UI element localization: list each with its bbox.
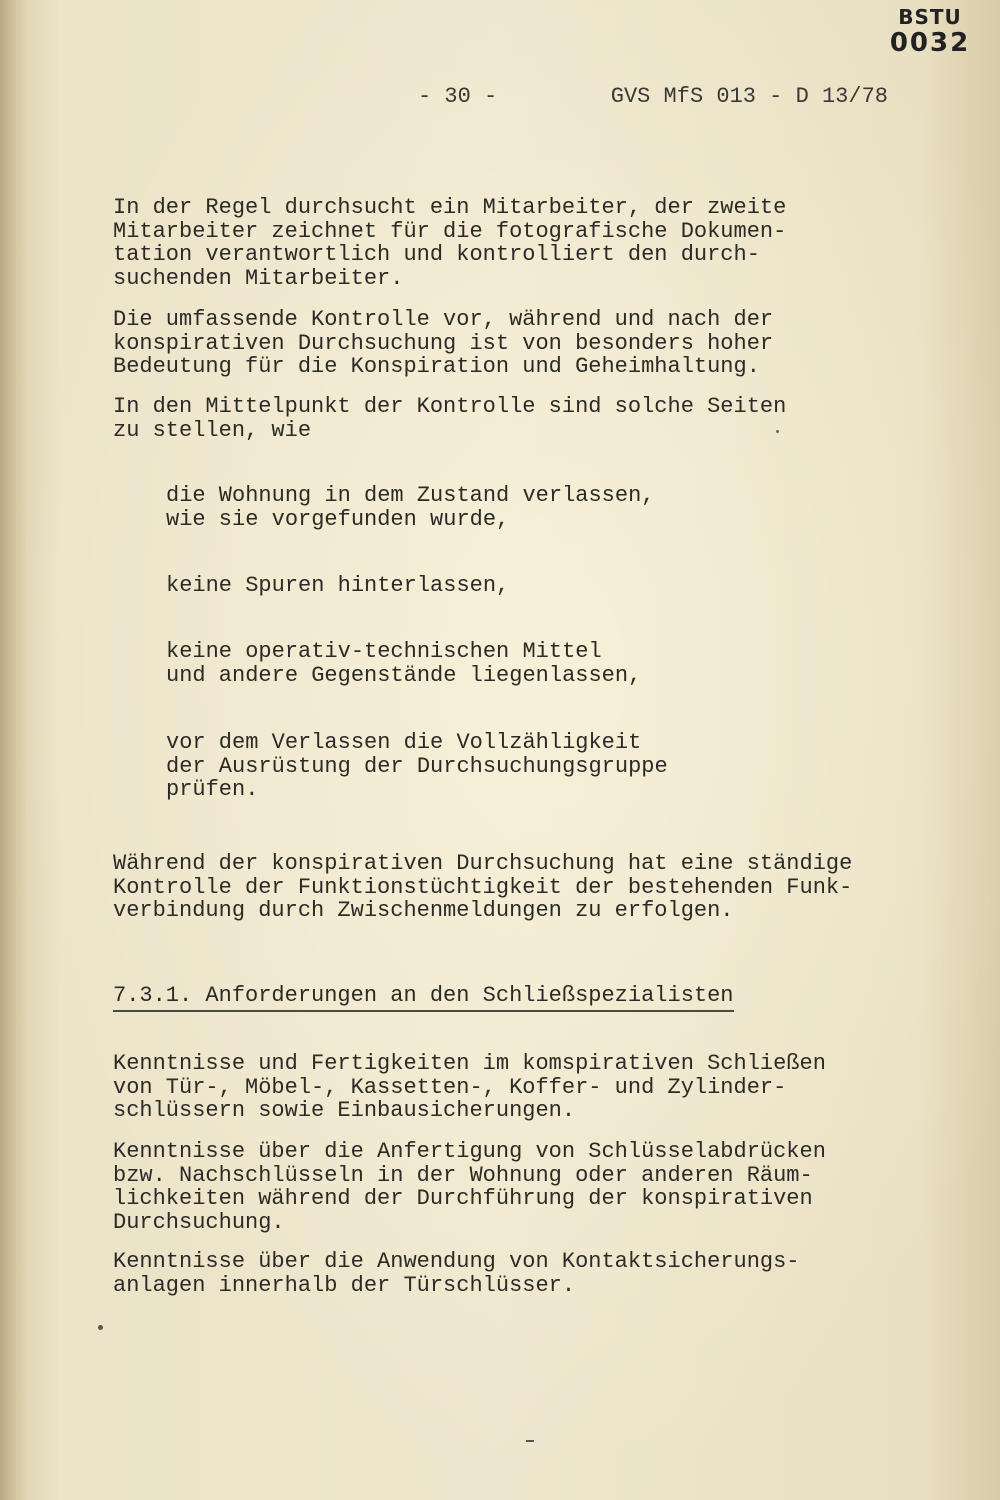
- list-item: [166, 640, 936, 687]
- text-line: prüfen.: [166, 777, 259, 802]
- text-line: schlüssern sowie Einbausicherungen.: [113, 1098, 576, 1123]
- section-paragraph-2: [113, 1140, 883, 1234]
- text-line: vor dem Verlassen die Vollzähligkeit: [166, 730, 642, 755]
- text-line: anlagen innerhalb der Türschlüsser.: [113, 1272, 576, 1298]
- archive-stamp: [880, 6, 980, 58]
- text-line: Kenntnisse und Fertigkeiten im komspirativen Schließen: [113, 1051, 826, 1076]
- text-line: die Wohnung in dem Zustand verlassen,: [166, 483, 655, 508]
- section-heading: 7.3.1. Anforderungen an den Schließspezialisten: [113, 984, 734, 1012]
- paragraph-1: [113, 196, 883, 290]
- text-line: wie sie vorgefunden wurde,: [166, 506, 510, 532]
- text-line: bzw. Nachschlüsseln in der Wohnung oder anderen Räum-: [113, 1162, 813, 1188]
- text-line: Kenntnisse über die Anfertigung von Schlüsselabdrücken: [113, 1139, 826, 1164]
- text-line: In den Mittelpunkt der Kontrolle sind solche Seiten: [113, 394, 787, 419]
- document-reference: GVS MfS 013 - D 13/78: [610, 84, 888, 109]
- page-header: [418, 84, 888, 109]
- text-line: Die umfassende Kontrolle vor, während und nach der: [113, 307, 774, 332]
- section-paragraph-3: [113, 1250, 883, 1297]
- text-line: Mitarbeiter zeichnet für die fotografische Dokumen-: [113, 218, 787, 244]
- text-line: keine Spuren hinterlassen,: [166, 573, 510, 598]
- stamp-line-2: 0032: [889, 28, 971, 58]
- page-binding-shadow: [0, 0, 28, 1500]
- margin-mark: [98, 1325, 103, 1330]
- stamp-line-1: BSTU: [898, 5, 962, 29]
- list-item: [166, 574, 936, 598]
- text-line: Während der konspirativen Durchsuchung hat eine ständige: [113, 851, 853, 876]
- text-line: der Ausrüstung der Durchsuchungsgruppe: [166, 753, 668, 779]
- paragraph-2: [113, 308, 883, 379]
- text-line: Durchsuchung.: [113, 1209, 285, 1235]
- list-item: [166, 731, 936, 802]
- text-line: von Tür-, Möbel-, Kassetten-, Koffer- und Zylinder-: [113, 1074, 787, 1100]
- text-line: Kontrolle der Funktionstüchtigkeit der bestehenden Funk-: [113, 874, 853, 900]
- text-line: und andere Gegenstände liegenlassen,: [166, 662, 642, 688]
- text-line: tation verantwortlich und kontrolliert den durch-: [113, 242, 760, 267]
- page-number: - 30 -: [418, 84, 498, 109]
- section-paragraph-1: [113, 1052, 883, 1123]
- list-item: [166, 484, 936, 531]
- text-line: Bedeutung für die Konspiration und Geheimhaltung.: [113, 354, 760, 379]
- text-line: In der Regel durchsucht ein Mitarbeiter, der zweite: [113, 195, 787, 220]
- text-line: zu stellen, wie: [113, 417, 312, 443]
- text-line: lichkeiten während der Durchführung der konspirativen: [113, 1186, 813, 1211]
- footer-mark: [526, 1440, 534, 1442]
- text-line: konspirativen Durchsuchung ist von besonders hoher: [113, 330, 774, 356]
- text-line: Kenntnisse über die Anwendung von Kontaktsicherungs-: [113, 1249, 800, 1274]
- paragraph-3: [113, 395, 883, 442]
- stray-mark: [776, 430, 779, 433]
- closing-paragraph: [113, 852, 883, 923]
- text-line: keine operativ-technischen Mittel: [166, 639, 602, 664]
- text-line: suchenden Mitarbeiter.: [113, 265, 404, 291]
- text-line: verbindung durch Zwischenmeldungen zu erfolgen.: [113, 898, 734, 923]
